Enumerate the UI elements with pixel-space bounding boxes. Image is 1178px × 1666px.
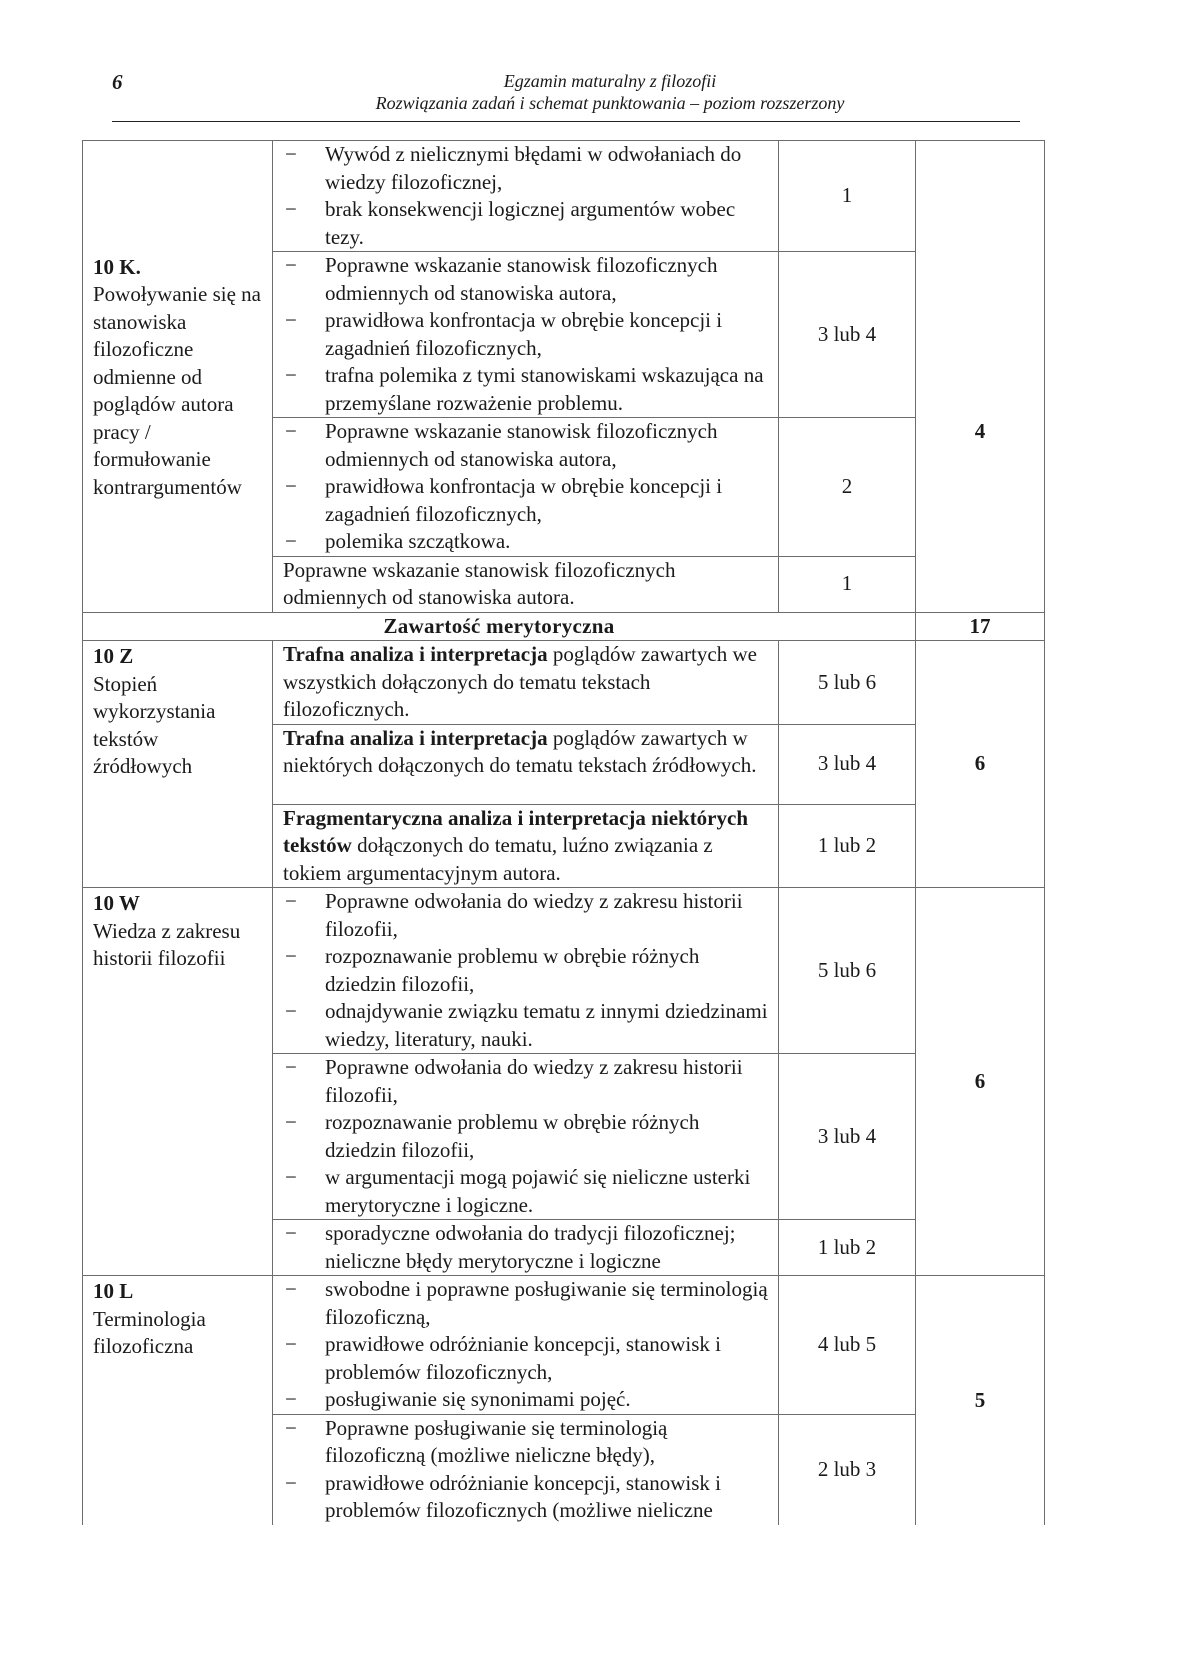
table-row bbox=[83, 888, 1045, 1054]
list-item: − Poprawne wskazanie stanowisk filozoficznych odmiennych od stanowiska autora, bbox=[283, 252, 768, 307]
level-description bbox=[273, 556, 779, 612]
exam-subtitle: Rozwiązania zadań i schemat punktowania – poziom rozszerzony bbox=[375, 93, 845, 113]
list-item: − prawidłowe odróżnianie koncepcji, stanowisk i problemów filozoficznych (możliwe nieliczne bbox=[283, 1470, 768, 1525]
level-description bbox=[273, 1054, 779, 1220]
level-points: 1 bbox=[779, 556, 916, 612]
list-item: − rozpoznawanie problemu w obrębie różnych dziedzin filozofii, bbox=[283, 1109, 768, 1164]
description-text: poglądów zawartych we wszystkich dołączonych do tematu tekstach filozoficznych. bbox=[283, 642, 757, 721]
list-item: − Poprawne posługiwanie się terminologią filozoficzną (możliwe nieliczne błędy), bbox=[283, 1415, 768, 1470]
criterion-cell bbox=[83, 1276, 273, 1525]
level-description bbox=[273, 418, 779, 557]
list-item: − odnajdywanie związku tematu z innymi dziedzinami wiedzy, literatury, nauki. bbox=[283, 998, 768, 1053]
level-points: 2 bbox=[779, 418, 916, 557]
list-item: − w argumentacji mogą pojawić się nieliczne usterki merytoryczne i logiczne. bbox=[283, 1164, 768, 1219]
criterion-cell bbox=[83, 252, 273, 613]
list-item: − prawidłowa konfrontacja w obrębie koncepcji i zagadnień filozoficznych, bbox=[283, 307, 768, 362]
section-row bbox=[83, 612, 1045, 641]
criterion-total: 6 bbox=[916, 641, 1045, 888]
criterion-total: 4 bbox=[916, 252, 1045, 613]
criterion-total: 5 bbox=[916, 1276, 1045, 1525]
criterion-label: Stopień wykorzystania tekstów źródłowych bbox=[93, 671, 216, 778]
level-points: 1 lub 2 bbox=[779, 1220, 916, 1276]
criterion-cell bbox=[83, 888, 273, 1276]
description-text: poglądów zawartych w niektórych dołączonych do tematu tekstach źródłowych. bbox=[283, 725, 757, 777]
level-description bbox=[273, 252, 779, 418]
level-points: 5 lub 6 bbox=[779, 888, 916, 1054]
level-description bbox=[273, 724, 779, 804]
list-item: − polemika szczątkowa. bbox=[283, 528, 768, 556]
list-item: − brak konsekwencji logicznej argumentów wobec tezy. bbox=[283, 196, 768, 251]
list-item: − Poprawne wskazanie stanowisk filozoficznych odmiennych od stanowiska autora, bbox=[283, 418, 768, 473]
criterion-total-empty bbox=[916, 141, 1045, 252]
criterion-cell-empty bbox=[83, 141, 273, 252]
list-item: − prawidłowe odróżnianie koncepcji, stanowisk i problemów filozoficznych, bbox=[283, 1331, 768, 1386]
section-title: Zawartość merytoryczna bbox=[83, 612, 916, 641]
criterion-label: Powoływanie się na stanowiska filozoficzne odmienne od poglądów autora pracy / formułowanie kontrargumentów bbox=[93, 282, 261, 499]
table-row bbox=[83, 1276, 1045, 1415]
level-description bbox=[273, 641, 779, 725]
level-description bbox=[273, 1276, 779, 1415]
list-item: − trafna polemika z tymi stanowiskami wskazująca na przemyślane rozważenie problemu. bbox=[283, 362, 768, 417]
list-item: − posługiwanie się synonimami pojęć. bbox=[283, 1386, 768, 1414]
list-item: − prawidłowa konfrontacja w obrębie koncepcji i zagadnień filozoficznych, bbox=[283, 473, 768, 528]
level-points: 1 lub 2 bbox=[779, 804, 916, 888]
list-item: − Wywód z nielicznymi błędami w odwołaniach do wiedzy filozoficznej, bbox=[283, 141, 768, 196]
level-points: 3 lub 4 bbox=[779, 1054, 916, 1220]
level-points: 3 lub 4 bbox=[779, 724, 916, 804]
description-text: dołączonych do tematu, luźno związania z tokiem argumentacyjnym autora. bbox=[283, 833, 713, 885]
description-bold: Trafna analiza i interpretacja bbox=[283, 642, 548, 666]
scoring-table bbox=[82, 140, 1045, 1525]
table-row bbox=[83, 641, 1045, 725]
criterion-code: 10 Z bbox=[93, 644, 134, 668]
level-points: 2 lub 3 bbox=[779, 1414, 916, 1525]
criterion-code: 10 W bbox=[93, 891, 140, 915]
criterion-total: 6 bbox=[916, 888, 1045, 1276]
description-text: Poprawne wskazanie stanowisk filozoficznych odmiennych od stanowiska autora. bbox=[283, 557, 676, 609]
level-points: 3 lub 4 bbox=[779, 252, 916, 418]
level-description bbox=[273, 1220, 779, 1276]
level-description bbox=[273, 1414, 779, 1525]
list-item: − rozpoznawanie problemu w obrębie różnych dziedzin filozofii, bbox=[283, 943, 768, 998]
list-item: − Poprawne odwołania do wiedzy z zakresu historii filozofii, bbox=[283, 1054, 768, 1109]
level-points: 5 lub 6 bbox=[779, 641, 916, 725]
exam-title: Egzamin maturalny z filozofii bbox=[503, 71, 717, 91]
list-item: − sporadyczne odwołania do tradycji filozoficznej; nieliczne błędy merytoryczne i logiczne bbox=[283, 1220, 768, 1275]
section-total: 17 bbox=[916, 612, 1045, 641]
level-points: 1 bbox=[779, 141, 916, 252]
criterion-label: Terminologia filozoficzna bbox=[93, 1306, 206, 1358]
description-bold: Trafna analiza i interpretacja bbox=[283, 725, 548, 750]
criterion-label: Wiedza z zakresu historii filozofii bbox=[93, 918, 241, 970]
level-points: 4 lub 5 bbox=[779, 1276, 916, 1415]
table-row bbox=[83, 141, 1045, 252]
table-row bbox=[83, 252, 1045, 418]
description-bold: Fragmentaryczna analiza i interpretacja niektórych tekstów bbox=[283, 805, 749, 857]
level-description bbox=[273, 804, 779, 888]
list-item: − swobodne i poprawne posługiwanie się terminologią filozoficzną, bbox=[283, 1276, 768, 1331]
page-number: 6 bbox=[112, 70, 123, 94]
criterion-cell bbox=[83, 641, 273, 888]
level-description bbox=[273, 141, 779, 252]
level-description bbox=[273, 888, 779, 1054]
criterion-code: 10 L bbox=[93, 1279, 134, 1303]
list-item: − Poprawne odwołania do wiedzy z zakresu historii filozofii, bbox=[283, 888, 768, 943]
criterion-code: 10 K. bbox=[93, 254, 141, 279]
